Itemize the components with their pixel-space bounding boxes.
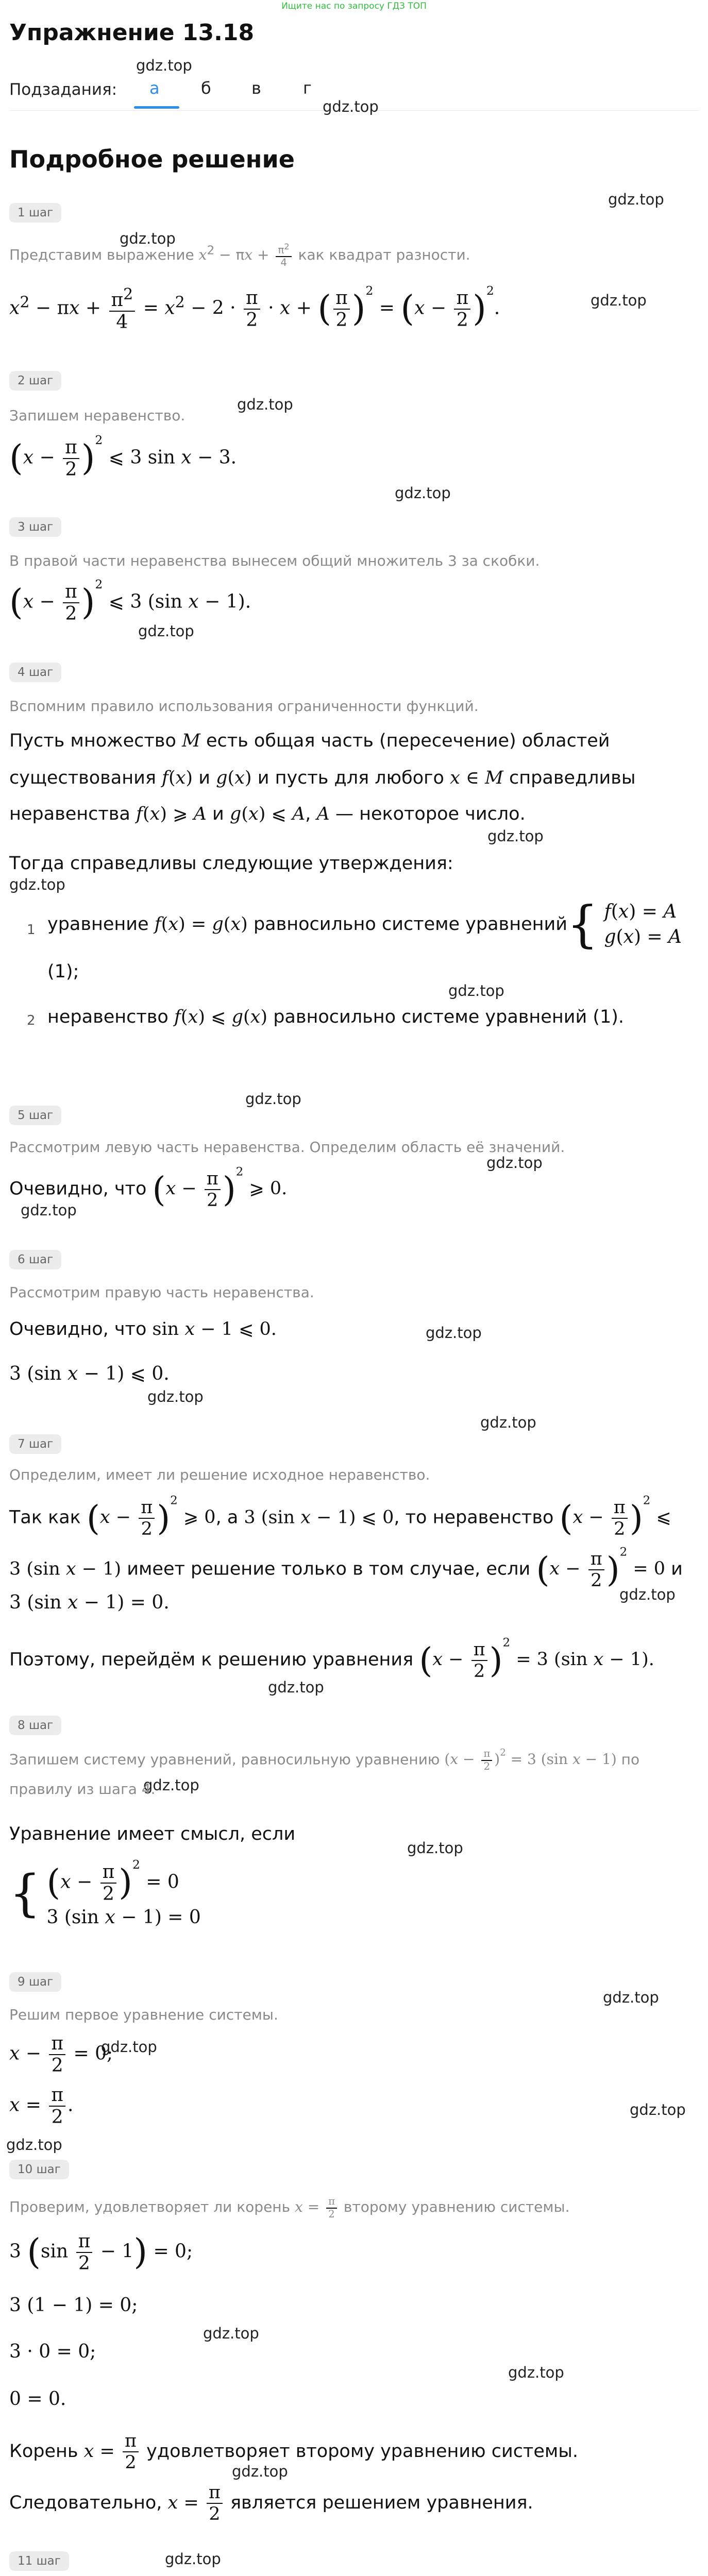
- watermark: gdz.top: [120, 230, 176, 247]
- step-label: 5 шаг: [9, 1106, 61, 1125]
- formula: 0 = 0.: [9, 2388, 66, 2410]
- rule-text: Пусть множество M есть общая часть (пересечение) областей: [9, 731, 610, 751]
- formula: 3 (sin $\frac{\pi}{2}$ − 1) = 0;: [9, 2231, 193, 2275]
- step-hint: Определим, имеет ли решение исходное неравенство.: [9, 1466, 430, 1483]
- watermark: gdz.top: [395, 484, 451, 502]
- watermark: gdz.top: [136, 57, 192, 74]
- step-label: 3 шаг: [9, 517, 61, 537]
- watermark: gdz.top: [147, 1388, 204, 1405]
- watermark: gdz.top: [143, 1776, 199, 1794]
- watermark: gdz.top: [323, 98, 379, 115]
- watermark: gdz.top: [9, 876, 65, 893]
- step-text: Корень x = $\frac{\pi}{2}$ удовлетворяет второму уравнению системы.: [9, 2431, 579, 2473]
- subtasks-label: Подзадания:: [9, 80, 117, 99]
- step-text: Так как (x − $\frac{\pi}{2}$ )$^2$ ⩾ 0, а 3 (sin x − 1) ⩽ 0, то неравенство (x − $\frac{\pi}{2}$ )$^2$ ⩽: [9, 1494, 671, 1539]
- watermark: gdz.top: [165, 2550, 221, 2568]
- formula: (x − $\frac{\pi}{2}$ )$^2$ ⩽ 3 sin x − 3.: [9, 433, 237, 481]
- step-text: Очевидно, что sin x − 1 ⩽ 0.: [9, 1319, 277, 1340]
- formula: 3 (sin x − 1) ⩽ 0.: [9, 1363, 170, 1384]
- watermark: gdz.top: [487, 827, 544, 845]
- section-title: Подробное решение: [9, 145, 295, 173]
- tab-b[interactable]: б: [201, 78, 211, 98]
- active-tab-underline: [134, 106, 179, 109]
- watermark: gdz.top: [508, 2364, 564, 2381]
- watermark: gdz.top: [101, 2038, 157, 2056]
- watermark: gdz.top: [426, 1324, 482, 1342]
- exercise-title: Упражнение 13.18: [9, 20, 255, 46]
- formula: x = $\frac{\pi}{2}$ .: [9, 2084, 74, 2128]
- list-item: неравенство f(x) ⩽ g(x) равносильно системе уравнений (1).: [47, 1007, 625, 1027]
- step-text: 3 (sin x − 1) имеет решение только в том случае, если (x − $\frac{\pi}{2}$ )$^2$ = 0 и: [9, 1546, 683, 1591]
- formula: $x^2 - \pi x$ + $\frac{\pi^2}{4}$ = $x^2 - 2$ · $\frac{\pi}{2}$ · x + ( $\frac{\pi}{2}$ )$^2$ = (x − $\frac{\pi}{2}$ )$^2$.: [9, 283, 500, 333]
- step-label: 11 шаг: [9, 2551, 69, 2571]
- watermark: gdz.top: [591, 292, 647, 309]
- list-number: 2: [27, 1013, 36, 1028]
- watermark: gdz.top: [603, 1989, 659, 2006]
- list-item-tail: (1);: [47, 961, 79, 982]
- watermark: gdz.top: [138, 622, 194, 640]
- step-text: Следовательно, x = $\frac{\pi}{2}$ является решением уравнения.: [9, 2482, 533, 2525]
- step-text: Поэтому, перейдём к решению уравнения (x − $\frac{\pi}{2}$ )$^2$ = 3 (sin x − 1).: [9, 1636, 654, 1682]
- formula: 3 (1 − 1) = 0;: [9, 2295, 138, 2316]
- watermark: gdz.top: [268, 1679, 324, 1696]
- watermark: gdz.top: [6, 2136, 62, 2154]
- rule-text: существования f(x) и g(x) и пусть для любого x ∈ M справедливы: [9, 768, 636, 788]
- step-text: Очевидно, что (x − $\frac{\pi}{2}$ )$^2$ ⩾ 0.: [9, 1165, 288, 1211]
- step-text: Уравнение имеет смысл, если: [9, 1824, 296, 1844]
- formula: x − $\frac{\pi}{2}$ = 0;: [9, 2033, 113, 2077]
- watermark: gdz.top: [232, 2463, 288, 2480]
- top-banner[interactable]: Ищите нас по запросу ГДЗ ТОП: [281, 1, 427, 11]
- watermark: gdz.top: [407, 1839, 463, 1857]
- step-hint: В правой части неравенства вынесем общий множитель 3 за скобки.: [9, 552, 540, 569]
- watermark: gdz.top: [480, 1414, 536, 1431]
- step-hint: Рассмотрим правую часть неравенства.: [9, 1284, 314, 1301]
- tab-v[interactable]: в: [251, 78, 261, 98]
- step-label: 4 шаг: [9, 663, 61, 682]
- formula: 3 · 0 = 0;: [9, 2341, 96, 2362]
- step-hint: Вспомним правило использования ограниченности функций.: [9, 698, 479, 715]
- watermark: gdz.top: [630, 2101, 686, 2119]
- tab-a[interactable]: а: [149, 78, 160, 98]
- step-hint: Проверим, удовлетворяет ли корень x = $\frac{\pi}{2}$ второму уравнению системы.: [9, 2195, 570, 2220]
- step-label: 10 шаг: [9, 2160, 69, 2179]
- step-label: 8 шаг: [9, 1716, 61, 1735]
- watermark: gdz.top: [203, 2325, 259, 2342]
- step-hint: правилу из шага 4.: [9, 1781, 156, 1798]
- step-hint: Рассмотрим левую часть неравенства. Определим область её значений.: [9, 1139, 565, 1156]
- step-label: 2 шаг: [9, 371, 61, 391]
- watermark: gdz.top: [245, 1090, 301, 1108]
- system-2: { (x − $\frac{\pi}{2}$ )$^2$ = 0 3 (sin x − 1) = 0: [9, 1857, 201, 1928]
- watermark: gdz.top: [608, 191, 664, 208]
- rule-text: неравенства f(x) ⩾ A и g(x) ⩽ A, A — некоторое число.: [9, 804, 526, 824]
- step-label: 9 шаг: [9, 1972, 61, 1992]
- step-hint: Решим первое уравнение системы.: [9, 2006, 278, 2023]
- formula: 3 (sin x − 1) = 0.: [9, 1592, 170, 1613]
- step-hint: Запишем систему уравнений, равносильную уравнению (x − $\frac{\pi}{2}$ )$^2$ = 3 (sin x − 1) по: [9, 1748, 640, 1772]
- watermark: gdz.top: [619, 1586, 676, 1603]
- rule-text: Тогда справедливы следующие утверждения:: [9, 853, 453, 874]
- step-label: 1 шаг: [9, 203, 61, 223]
- list-item: уравнение f(x) = g(x) равносильно системе уравнений: [47, 914, 567, 935]
- tab-g[interactable]: г: [303, 78, 312, 98]
- watermark: gdz.top: [21, 1201, 77, 1219]
- system-1: { f(x) = A g(x) = A: [567, 895, 682, 954]
- watermark: gdz.top: [448, 982, 504, 999]
- formula: (x − $\frac{\pi}{2}$ )$^2$ ⩽ 3 (sin x − 1).: [9, 577, 251, 625]
- step-label: 7 шаг: [9, 1434, 61, 1454]
- watermark: gdz.top: [486, 1154, 543, 1172]
- list-number: 1: [27, 922, 36, 938]
- watermark: gdz.top: [237, 396, 293, 413]
- step-label: 6 шаг: [9, 1250, 61, 1269]
- step-hint: Запишем неравенство.: [9, 407, 186, 424]
- step-hint: Представим выражение $x^2 - \pi x$ + $\frac{\pi^2}{4}$ как квадрат разности.: [9, 242, 470, 269]
